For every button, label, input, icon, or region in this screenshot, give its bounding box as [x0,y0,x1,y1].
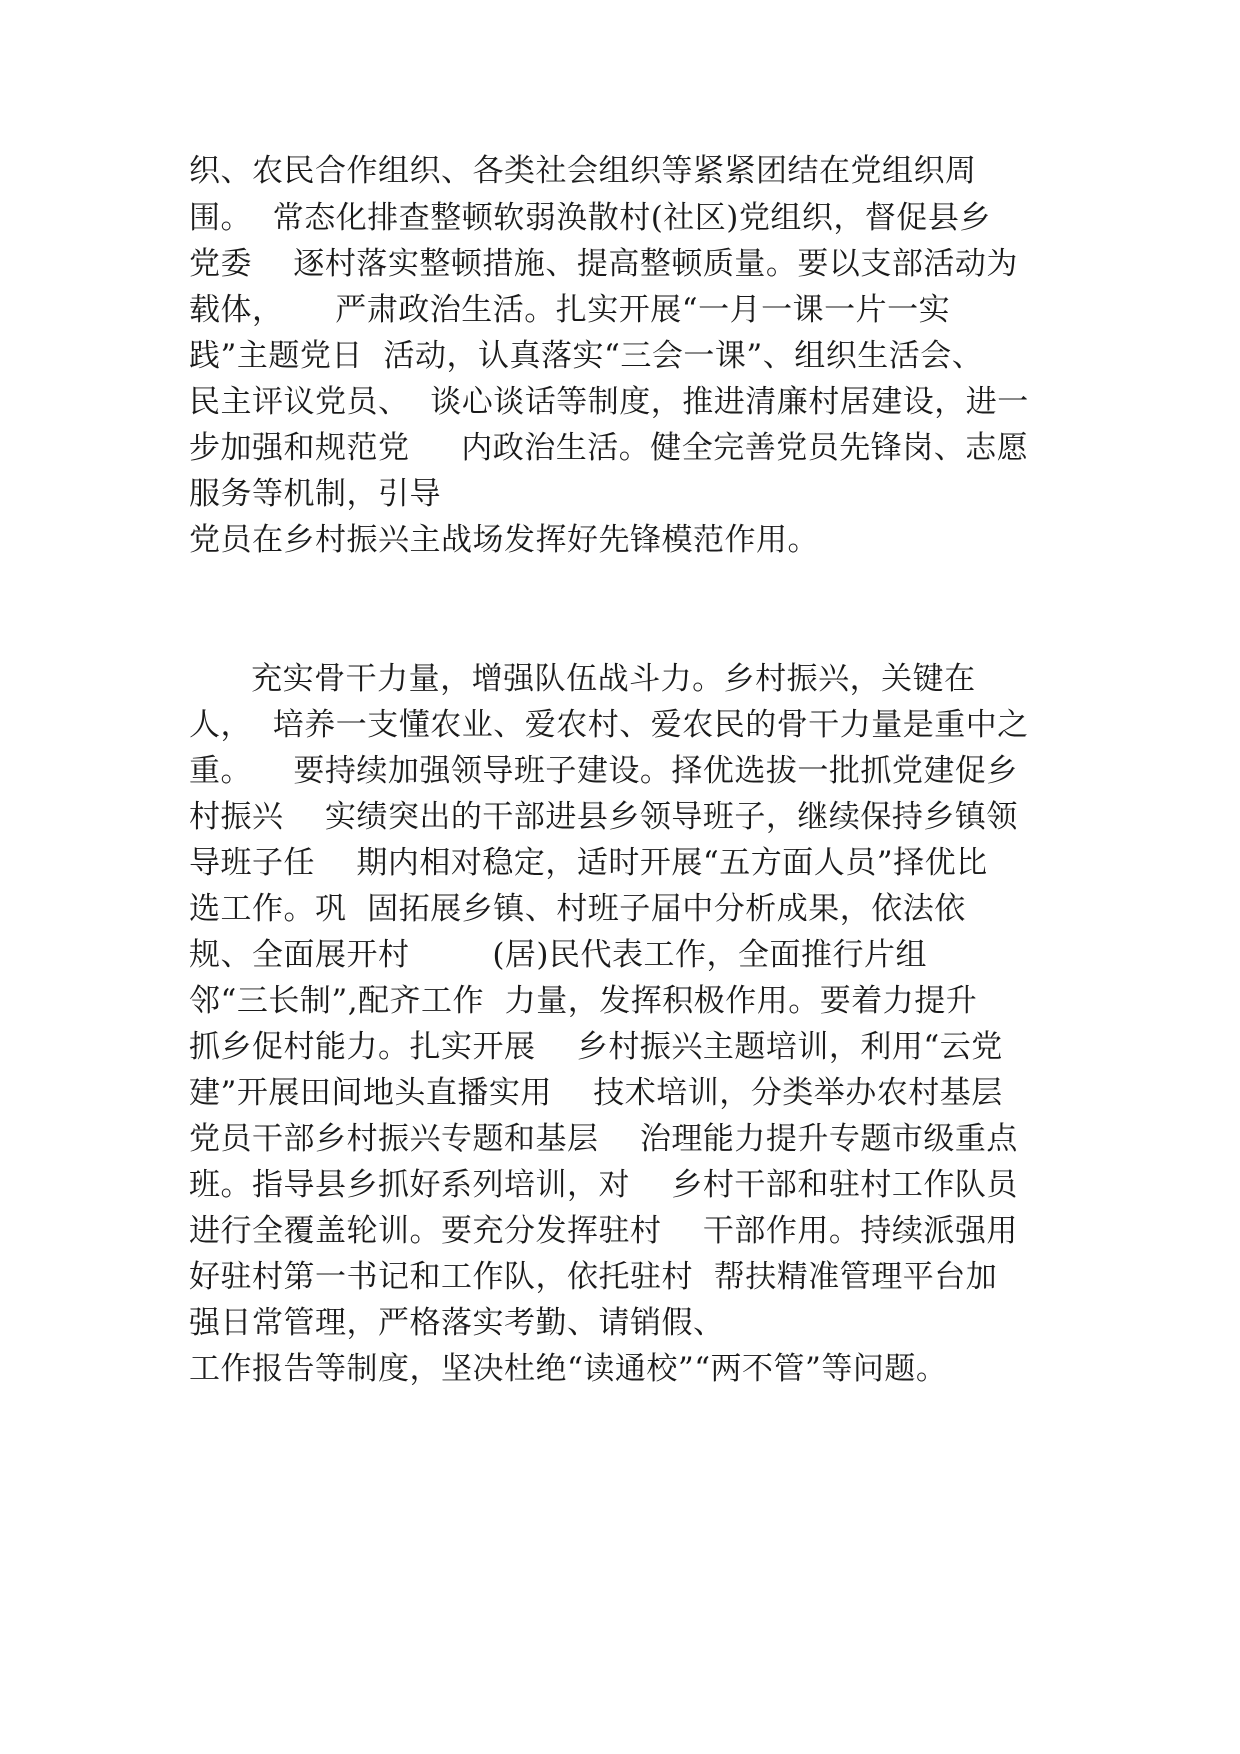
text-line: 好驻村第一书记和工作队，依托驻村 帮扶精准管理平台加 [189,1259,998,1295]
text-line: 党委 逐村落实整顿措施、提高整顿质量。要以支部活动为 [189,246,1018,282]
text-line: 重。 要持续加强领导班子建设。择优选拔一批抓党建促乡 [189,753,1018,789]
text-line: 党员干部乡村振兴专题和基层 治理能力提升专题市级重点 [189,1121,1018,1157]
text-line: 党员在乡村振兴主战场发挥好先锋模范作用。 [189,522,819,558]
text-line: 围。 常态化排查整顿软弱涣散村(社区)党组织，督促县乡 [189,200,991,236]
text-line: 服务等机制，引导 [189,476,441,512]
text-line: 邻“三长制”,配齐工作 力量，发挥积极作用。要着力提升 [189,983,978,1019]
text-line: 织、农民合作组织、各类社会组织等紧紧团结在党组织周 [189,153,977,189]
text-line: 班。指导县乡抓好系列培训，对 乡村干部和驻村工作队员 [189,1167,1018,1203]
text-line: 抓乡促村能力。扎实开展 乡村振兴主题培训，利用“云党 [189,1029,1003,1065]
text-line: 人， 培养一支懂农业、爱农村、爱农民的骨干力量是重中之 [189,707,1029,743]
text-line: 载体， 严肃政治生活。扎实开展“一月一课一片一实 [189,292,951,328]
text-line: 村振兴 实绩突出的干部进县乡领导班子，继续保持乡镇领 [189,799,1018,835]
text-line: 选工作。巩 固拓展乡镇、村班子届中分析成果，依法依 [189,891,966,927]
text-line: 导班子任 期内相对稳定，适时开展“五方面人员”择优比 [189,845,988,881]
text-line: 民主评议党员、 谈心谈话等制度，推进清廉村居建设，进一 [189,384,1029,420]
text-line: 工作报告等制度，坚决杜绝“读通校”“两不管”等问题。 [189,1351,948,1387]
text-line: 充实骨干力量，增强队伍战斗力。乡村振兴，关键在 [189,661,976,697]
text-line: 规、全面展开村 (居)民代表工作，全面推行片组 [189,937,928,973]
text-line: 强日常管理，严格落实考勤、请销假、 [189,1305,725,1341]
text-line: 进行全覆盖轮训。要充分发挥驻村 干部作用。持续派强用 [189,1213,1018,1249]
text-line: 步加强和规范党 内政治生活。健全完善党员先锋岗、志愿 [189,430,1029,466]
text-line: 建”开展田间地头直播实用 技术培训，分类举办农村基层 [189,1075,1003,1111]
text-line: 践”主题党日 活动，认真落实“三会一课”、组织生活会、 [189,338,984,374]
